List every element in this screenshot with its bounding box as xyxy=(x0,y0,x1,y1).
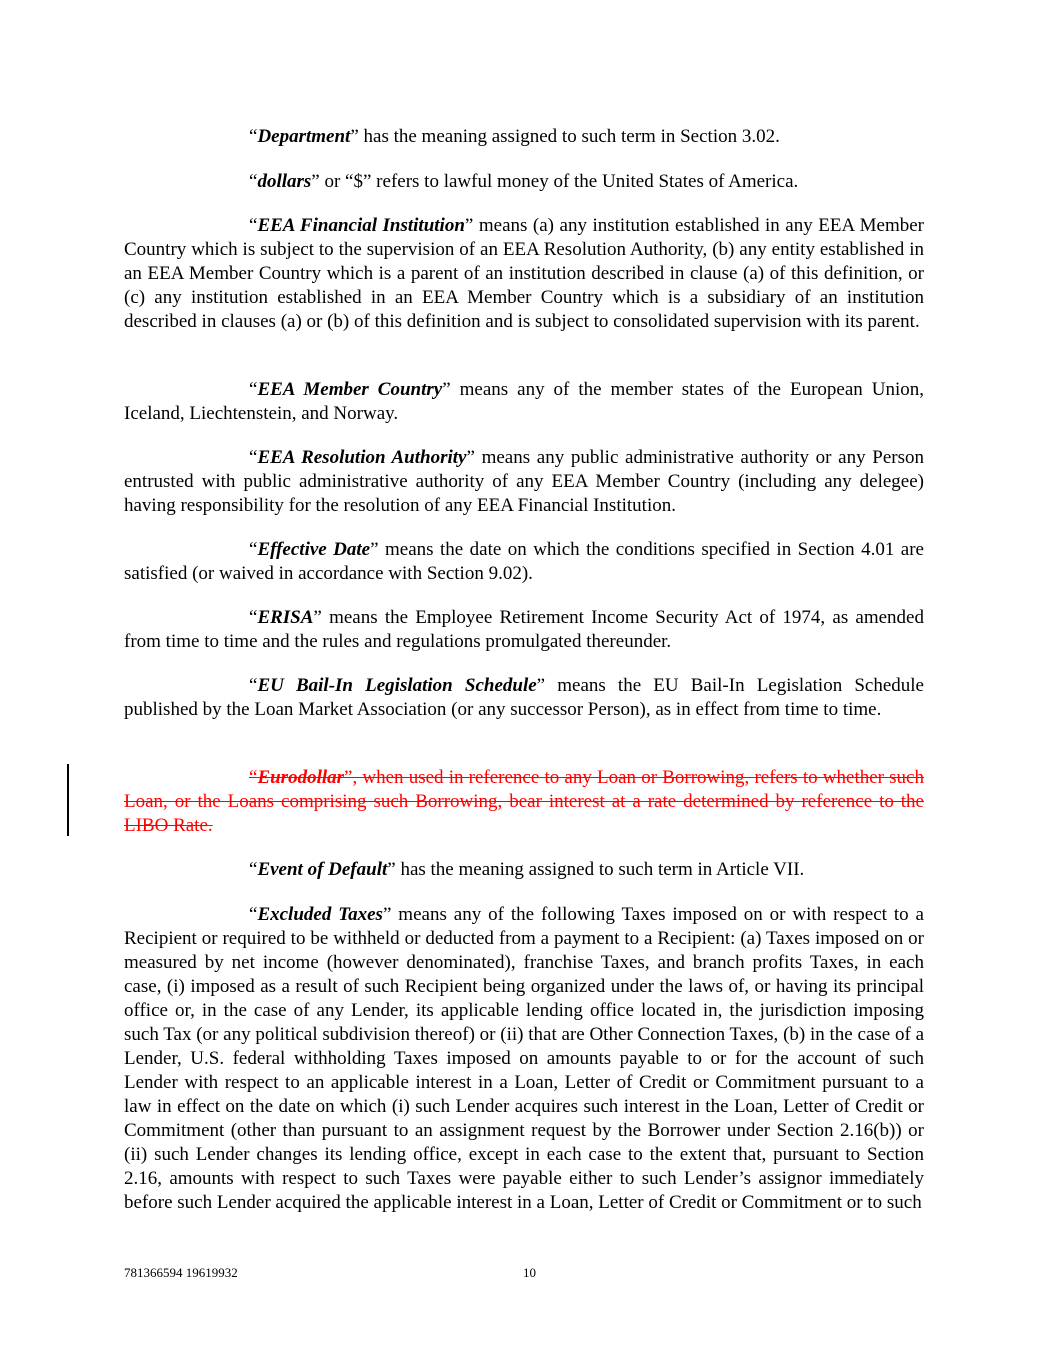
defined-term: EEA Financial Institution xyxy=(257,215,465,236)
definition-effective-date: “Effective Date” means the date on which the conditions specified in Section 4.01 are satisfied (or waived in accordance with Section 9.02). xyxy=(124,539,924,584)
defined-term: EEA Resolution Authority xyxy=(257,447,467,468)
definition-text: means the date on which the conditions specified in Section 4.01 are satisfied (or waived in accordance with Section 9.02). xyxy=(124,539,924,584)
defined-term: Excluded Taxes xyxy=(257,904,383,925)
definition-text: means any of the following Taxes imposed on or with respect to a Recipient or required to be withheld or deducted from a payment to a Recipient: (a) Taxes imposed on or measured by net income (however denominated), franchise Taxes, and branch profits Taxes, in each case, (i) imposed as a result of such Recipient being organized under the laws of, or having its principal office or, in the case of any Lender, its applicable lending office located in, the jurisdiction imposing such Tax (or any political subdivision thereof) or (ii) that are Other Connection Taxes, (b) in the case of a Lender, U.S. federal withholding Taxes imposed on amounts payable to or for the account of such Lender with respect to an applicable interest in a Loan, Letter of Credit or Commitment pursuant to a law in effect on the date on which (i) such Lender acquires such interest in the Loan, Letter of Credit or Commitment (other than pursuant to an assignment request by the Borrower under Section 2.16(b)) or (ii) such Lender changes its lending office, except in each case to the extent that, pursuant to Section 2.16, amounts with respect to such Taxes were payable either to such Lender’s assignor immediately before such Lender acquired the applicable interest in a Loan, Letter of Credit or Commitment or to such xyxy=(124,904,924,1213)
footer-page-number: 10 xyxy=(523,1265,536,1280)
defined-term: Event of Default xyxy=(257,859,388,880)
defined-term: EU Bail-In Legislation Schedule xyxy=(257,675,537,696)
defined-term: ERISA xyxy=(257,607,314,628)
definition-erisa: “ERISA” means the Employee Retirement Income Security Act of 1974, as amended from time to time and the rules and regulations promulgated thereunder. xyxy=(124,607,924,652)
definition-text: means the EU Bail-In Legislation Schedule published by the Loan Market Association (or any successor Person), as in effect from time to time. xyxy=(124,675,924,720)
definition-eea-resolution-authority: “EEA Resolution Authority” means any public administrative authority or any Person entrusted with public administrative authority of any EEA Member Country (including any delegee) having responsibility for the resolution of any EEA Financial Institution. xyxy=(124,447,924,516)
definition-text: means any public administrative authority or any Person entrusted with public administrative authority of any EEA Member Country (including any delegee) having responsibility for the resolution of any EEA Financial Institution. xyxy=(124,447,924,516)
footer-doc-id: 781366594 19619932 xyxy=(124,1265,238,1280)
definition-eurodollar-deleted: “Eurodollar”, when used in reference to any Loan or Borrowing, refers to whether such Loan, or the Loans comprising such Borrowing, bear interest at a rate determined by reference to the LIBO Rate. xyxy=(124,767,924,836)
definition-text: or “$” refers to lawful money of the United States of America. xyxy=(319,171,799,192)
defined-term: Effective Date xyxy=(257,539,371,560)
defined-term: Department xyxy=(257,126,351,147)
definition-text: means any of the member states of the European Union, Iceland, Liechtenstein, and Norway. xyxy=(124,379,924,424)
definition-eea-financial-institution: “EEA Financial Institution” means (a) any institution established in any EEA Member Country which is subject to the supervision of an EEA Resolution Authority, (b) any entity established in an EEA Member Country which is a parent of an institution described in clause (a) of this definition, or (c) any institution established in an EEA Member Country which is a subsidiary of an institution described in clauses (a) or (b) of this definition and is subject to consolidated supervision with its parent. xyxy=(124,215,924,332)
definition-event-of-default: “Event of Default” has the meaning assigned to such term in Article VII. xyxy=(249,859,805,880)
definition-eu-bail-in-legislation-schedule: “EU Bail-In Legislation Schedule” means the EU Bail-In Legislation Schedule published by the Loan Market Association (or any successor Person), as in effect from time to time. xyxy=(124,675,924,720)
definition-dollars: “dollars” or “$” refers to lawful money of the United States of America. xyxy=(249,171,799,192)
definition-text: means (a) any institution established in any EEA Member Country which is subject to the supervision of an EEA Resolution Authority, (b) any entity established in an EEA Member Country which is a parent of an institution described in clause (a) of this definition, or (c) any institution established in an EEA Member Country which is a subsidiary of an institution described in clauses (a) or (b) of this definition and is subject to consolidated supervision with its parent. xyxy=(124,215,924,332)
definition-text: has the meaning assigned to such term in Article VII. xyxy=(395,859,805,880)
definition-eea-member-country: “EEA Member Country” means any of the member states of the European Union, Iceland, Liechtenstein, and Norway. xyxy=(124,379,924,424)
definition-department: “Department” has the meaning assigned to such term in Section 3.02. xyxy=(249,126,780,147)
defined-term: Eurodollar xyxy=(257,767,345,788)
definition-text: means the Employee Retirement Income Security Act of 1974, as amended from time to time and the rules and regulations promulgated thereunder. xyxy=(124,607,924,652)
definition-excluded-taxes: “Excluded Taxes” means any of the following Taxes imposed on or with respect to a Recipient or required to be withheld or deducted from a payment to a Recipient: (a) Taxes imposed on or measured by net income (however denominated), franchise Taxes, and branch profits Taxes, in each case, (i) imposed as a result of such Recipient being organized under the laws of, or having its principal office or, in the case of any Lender, its applicable lending office located in, the jurisdiction imposing such Tax (or any political subdivision thereof) or (ii) that are Other Connection Taxes, (b) in the case of a Lender, U.S. federal withholding Taxes imposed on amounts payable to or for the account of such Lender with respect to an applicable interest in a Loan, Letter of Credit or Commitment pursuant to a law in effect on the date on which (i) such Lender acquires such interest in the Loan, Letter of Credit or Commitment (other than pursuant to an assignment request by the Borrower under Section 2.16(b)) or (ii) such Lender changes its lending office, except in each case to the extent that, pursuant to Section 2.16, amounts with respect to such Taxes were payable either to such Lender’s assignor immediately before such Lender acquired the applicable interest in a Loan, Letter of Credit or Commitment or to such xyxy=(124,904,924,1213)
defined-term: EEA Member Country xyxy=(257,379,443,400)
definition-text: , when used in reference to any Loan or Borrowing, refers to whether such Loan, or the Loans comprising such Borrowing, bear interest at a rate determined by reference to the LIBO Rate. xyxy=(124,767,924,836)
definition-text: has the meaning assigned to such term in Section 3.02. xyxy=(358,126,780,147)
defined-term: dollars xyxy=(257,171,312,192)
revision-change-bar xyxy=(67,764,69,836)
